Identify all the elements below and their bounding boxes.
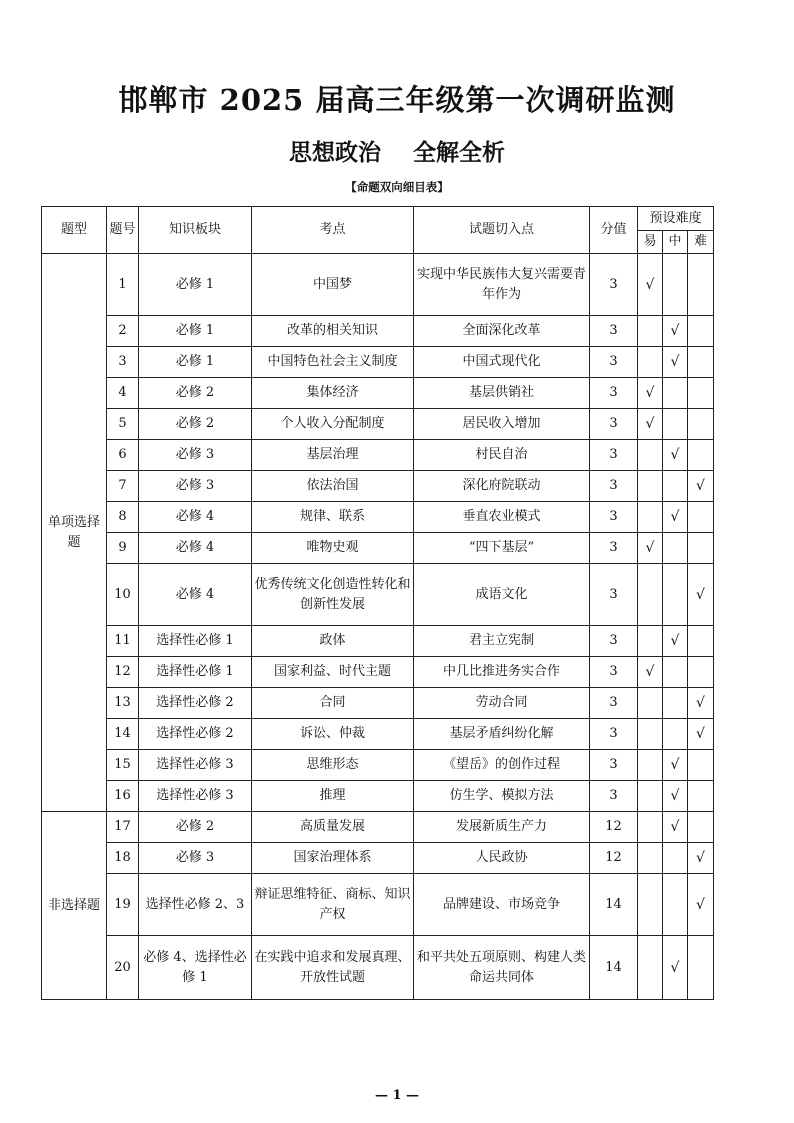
exam-point: 唯物史观	[252, 533, 414, 564]
score-value: 3	[590, 533, 638, 564]
entry-point: 全面深化改革	[414, 316, 590, 347]
score-value: 3	[590, 626, 638, 657]
difficulty-hard: √	[688, 564, 714, 626]
difficulty-hard	[688, 316, 714, 347]
difficulty-hard	[688, 626, 714, 657]
exam-point: 推理	[252, 781, 414, 812]
entry-point: 基层供销社	[414, 378, 590, 409]
difficulty-easy	[638, 874, 663, 936]
question-number: 5	[107, 409, 139, 440]
knowledge-module: 选择性必修 2	[139, 688, 252, 719]
question-number: 11	[107, 626, 139, 657]
score-value: 3	[590, 471, 638, 502]
exam-point: 政体	[252, 626, 414, 657]
table-row	[42, 564, 714, 626]
table-row	[42, 502, 714, 533]
difficulty-medium	[663, 688, 688, 719]
difficulty-medium	[663, 843, 688, 874]
score-value: 3	[590, 409, 638, 440]
question-number: 10	[107, 564, 139, 626]
table-row	[42, 378, 714, 409]
knowledge-module: 选择性必修 2、3	[139, 874, 252, 936]
entry-point: 品牌建设、市场竞争	[414, 874, 590, 936]
difficulty-medium	[663, 564, 688, 626]
difficulty-easy	[638, 781, 663, 812]
exam-point: 优秀传统文化创造性转化和创新性发展	[252, 564, 414, 626]
table-row	[42, 409, 714, 440]
difficulty-easy: √	[638, 409, 663, 440]
difficulty-easy	[638, 626, 663, 657]
question-number: 12	[107, 657, 139, 688]
difficulty-easy	[638, 688, 663, 719]
header-row	[42, 207, 714, 231]
score-value: 3	[590, 564, 638, 626]
entry-point: 垂直农业模式	[414, 502, 590, 533]
table-row	[42, 657, 714, 688]
knowledge-module: 必修 2	[139, 378, 252, 409]
entry-point: 发展新质生产力	[414, 812, 590, 843]
difficulty-medium	[663, 378, 688, 409]
difficulty-hard	[688, 812, 714, 843]
exam-point: 依法治国	[252, 471, 414, 502]
entry-point: 仿生学、模拟方法	[414, 781, 590, 812]
header-entry: 试题切入点	[414, 207, 590, 254]
header-point: 考点	[252, 207, 414, 254]
knowledge-module: 必修 2	[139, 409, 252, 440]
difficulty-easy	[638, 347, 663, 378]
question-number: 16	[107, 781, 139, 812]
question-number: 4	[107, 378, 139, 409]
question-number: 9	[107, 533, 139, 564]
page-number: — 1 —	[374, 1088, 420, 1103]
score-value: 3	[590, 688, 638, 719]
difficulty-medium	[663, 719, 688, 750]
difficulty-easy: √	[638, 657, 663, 688]
difficulty-easy	[638, 316, 663, 347]
knowledge-module: 选择性必修 3	[139, 750, 252, 781]
difficulty-medium: √	[663, 936, 688, 1000]
difficulty-easy	[638, 750, 663, 781]
document-subtitle: 思想政治 全解全析	[288, 139, 506, 166]
exam-point: 改革的相关知识	[252, 316, 414, 347]
question-type-cell: 单项选择题	[42, 254, 107, 812]
question-number: 1	[107, 254, 139, 316]
question-number: 15	[107, 750, 139, 781]
table-row	[42, 316, 714, 347]
header-hard: 难	[688, 231, 714, 254]
difficulty-hard: √	[688, 843, 714, 874]
entry-point: 基层矛盾纠纷化解	[414, 719, 590, 750]
score-value: 3	[590, 254, 638, 316]
table-row	[42, 688, 714, 719]
score-value: 3	[590, 781, 638, 812]
knowledge-module: 必修 4	[139, 564, 252, 626]
question-number: 17	[107, 812, 139, 843]
table-row	[42, 781, 714, 812]
knowledge-module: 必修 3	[139, 471, 252, 502]
header-difficulty: 预设难度	[638, 207, 714, 231]
question-number: 6	[107, 440, 139, 471]
question-number: 14	[107, 719, 139, 750]
score-value: 3	[590, 378, 638, 409]
score-value: 3	[590, 316, 638, 347]
knowledge-module: 必修 2	[139, 812, 252, 843]
table-body	[42, 254, 714, 1000]
difficulty-medium: √	[663, 316, 688, 347]
difficulty-hard	[688, 533, 714, 564]
exam-point: 国家利益、时代主题	[252, 657, 414, 688]
knowledge-module: 必修 1	[139, 316, 252, 347]
score-value: 14	[590, 936, 638, 1000]
table-row	[42, 843, 714, 874]
difficulty-hard: √	[688, 874, 714, 936]
table-row	[42, 750, 714, 781]
knowledge-module: 选择性必修 3	[139, 781, 252, 812]
score-value: 12	[590, 812, 638, 843]
score-value: 3	[590, 440, 638, 471]
header-module: 知识板块	[139, 207, 252, 254]
question-number: 13	[107, 688, 139, 719]
score-value: 3	[590, 657, 638, 688]
exam-point: 合同	[252, 688, 414, 719]
header-type: 题型	[42, 207, 107, 254]
difficulty-medium	[663, 533, 688, 564]
exam-point: 国家治理体系	[252, 843, 414, 874]
score-value: 3	[590, 347, 638, 378]
score-value: 3	[590, 719, 638, 750]
difficulty-hard	[688, 781, 714, 812]
table-row	[42, 254, 714, 316]
exam-point: 个人收入分配制度	[252, 409, 414, 440]
entry-point: 中几比推进务实合作	[414, 657, 590, 688]
table-row	[42, 471, 714, 502]
difficulty-medium: √	[663, 347, 688, 378]
entry-point: 居民收入增加	[414, 409, 590, 440]
knowledge-module: 必修 4	[139, 502, 252, 533]
difficulty-easy	[638, 502, 663, 533]
table-row	[42, 812, 714, 843]
score-value: 12	[590, 843, 638, 874]
exam-point: 辩证思维特征、商标、知识产权	[252, 874, 414, 936]
document-title: 邯郸市 2025 届高三年级第一次调研监测	[118, 83, 676, 117]
header-num: 题号	[107, 207, 139, 254]
question-number: 7	[107, 471, 139, 502]
difficulty-easy	[638, 471, 663, 502]
difficulty-easy	[638, 812, 663, 843]
difficulty-hard	[688, 936, 714, 1000]
exam-point: 思维形态	[252, 750, 414, 781]
difficulty-medium: √	[663, 812, 688, 843]
table-row	[42, 626, 714, 657]
difficulty-hard: √	[688, 471, 714, 502]
difficulty-medium: √	[663, 750, 688, 781]
exam-point: 基层治理	[252, 440, 414, 471]
difficulty-medium	[663, 254, 688, 316]
exam-point: 集体经济	[252, 378, 414, 409]
difficulty-medium	[663, 471, 688, 502]
spec-table	[41, 206, 714, 1000]
difficulty-hard	[688, 409, 714, 440]
entry-point: 中国式现代化	[414, 347, 590, 378]
knowledge-module: 选择性必修 1	[139, 657, 252, 688]
score-value: 3	[590, 750, 638, 781]
exam-point: 诉讼、仲裁	[252, 719, 414, 750]
header-score: 分值	[590, 207, 638, 254]
difficulty-hard: √	[688, 719, 714, 750]
entry-point: “四下基层”	[414, 533, 590, 564]
difficulty-medium	[663, 409, 688, 440]
knowledge-module: 必修 4	[139, 533, 252, 564]
knowledge-module: 必修 3	[139, 440, 252, 471]
exam-point: 中国梦	[252, 254, 414, 316]
entry-point: 实现中华民族伟大复兴需要青年作为	[414, 254, 590, 316]
entry-point: 劳动合同	[414, 688, 590, 719]
table-row	[42, 874, 714, 936]
difficulty-easy	[638, 936, 663, 1000]
knowledge-module: 必修 1	[139, 254, 252, 316]
entry-point: 君主立宪制	[414, 626, 590, 657]
question-number: 3	[107, 347, 139, 378]
entry-point: 成语文化	[414, 564, 590, 626]
question-number: 18	[107, 843, 139, 874]
difficulty-easy: √	[638, 254, 663, 316]
question-type-cell: 非选择题	[42, 812, 107, 1000]
question-number: 2	[107, 316, 139, 347]
question-number: 19	[107, 874, 139, 936]
difficulty-hard	[688, 657, 714, 688]
difficulty-medium: √	[663, 781, 688, 812]
table-row	[42, 440, 714, 471]
difficulty-easy	[638, 440, 663, 471]
difficulty-easy: √	[638, 533, 663, 564]
exam-point: 在实践中追求和发展真理、开放性试题	[252, 936, 414, 1000]
table-row	[42, 936, 714, 1000]
entry-point: 深化府院联动	[414, 471, 590, 502]
knowledge-module: 选择性必修 1	[139, 626, 252, 657]
difficulty-medium: √	[663, 502, 688, 533]
entry-point: 《望岳》的创作过程	[414, 750, 590, 781]
difficulty-hard	[688, 440, 714, 471]
knowledge-module: 选择性必修 2	[139, 719, 252, 750]
entry-point: 和平共处五项原则、构建人类命运共同体	[414, 936, 590, 1000]
table-caption: 【命题双向细目表】	[345, 180, 449, 194]
exam-point: 高质量发展	[252, 812, 414, 843]
difficulty-easy	[638, 843, 663, 874]
difficulty-easy	[638, 564, 663, 626]
table-row	[42, 719, 714, 750]
difficulty-easy	[638, 719, 663, 750]
knowledge-module: 必修 3	[139, 843, 252, 874]
question-number: 20	[107, 936, 139, 1000]
difficulty-easy: √	[638, 378, 663, 409]
table-row	[42, 533, 714, 564]
table-row	[42, 347, 714, 378]
header-medium: 中	[663, 231, 688, 254]
difficulty-hard	[688, 254, 714, 316]
header-easy: 易	[638, 231, 663, 254]
exam-point: 规律、联系	[252, 502, 414, 533]
difficulty-hard	[688, 347, 714, 378]
difficulty-medium: √	[663, 440, 688, 471]
knowledge-module: 必修 1	[139, 347, 252, 378]
entry-point: 村民自治	[414, 440, 590, 471]
entry-point: 人民政协	[414, 843, 590, 874]
score-value: 3	[590, 502, 638, 533]
difficulty-hard	[688, 502, 714, 533]
score-value: 14	[590, 874, 638, 936]
difficulty-hard: √	[688, 688, 714, 719]
knowledge-module: 必修 4、选择性必修 1	[139, 936, 252, 1000]
question-number: 8	[107, 502, 139, 533]
difficulty-hard	[688, 378, 714, 409]
difficulty-medium	[663, 657, 688, 688]
exam-point: 中国特色社会主义制度	[252, 347, 414, 378]
difficulty-medium	[663, 874, 688, 936]
difficulty-medium: √	[663, 626, 688, 657]
difficulty-hard	[688, 750, 714, 781]
